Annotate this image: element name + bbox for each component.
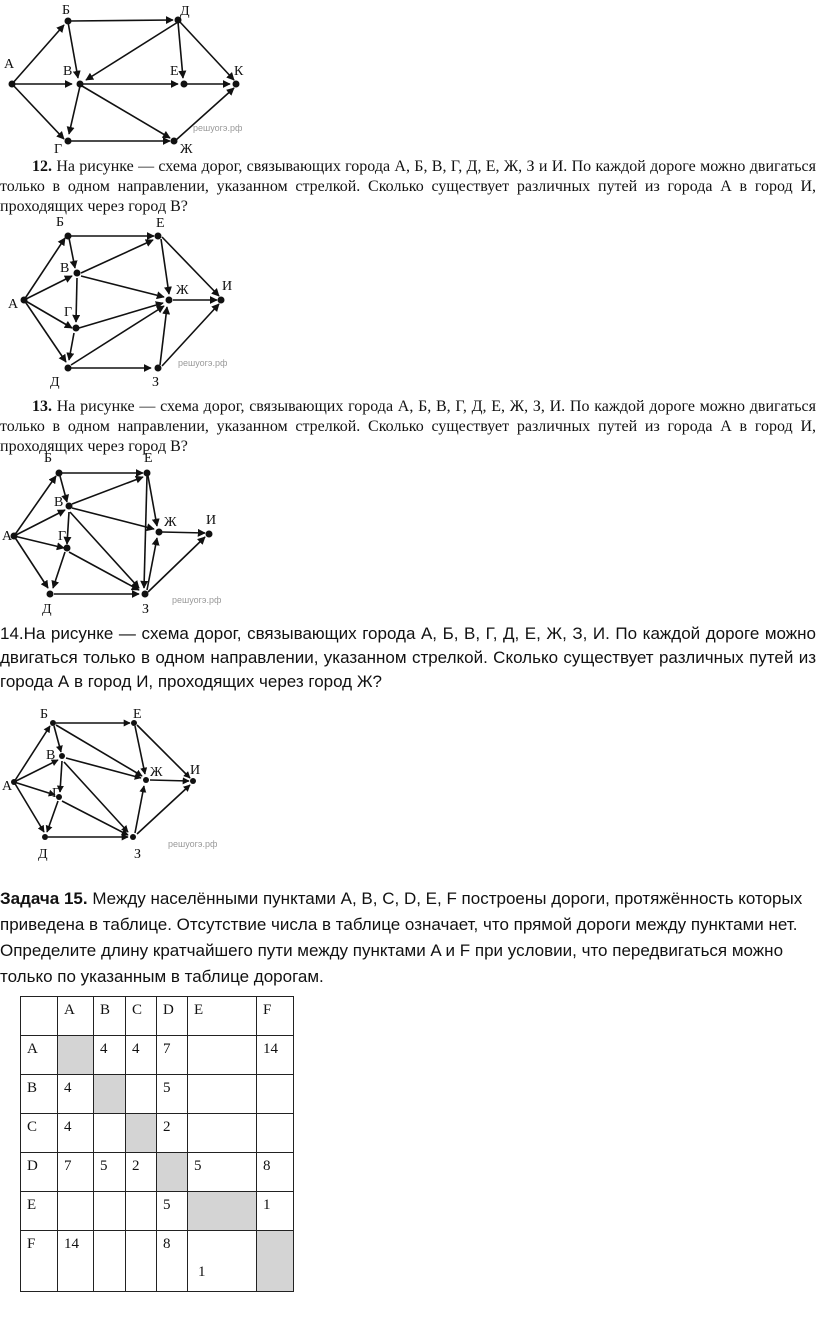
graph-12-edges [24, 236, 219, 368]
label-g: Г [54, 142, 63, 157]
distance-table [20, 996, 294, 1292]
edge-e-z [144, 476, 147, 588]
table-cell: 4 [58, 1114, 94, 1153]
table-cell [58, 1192, 94, 1231]
node-b [65, 233, 72, 240]
table-cell: 1 [257, 1192, 294, 1231]
edge-v-g [76, 278, 77, 322]
node-e [144, 470, 151, 477]
table-cell: 8 [257, 1153, 294, 1192]
table-row [21, 1114, 294, 1153]
edge-g-d [53, 552, 65, 588]
node-zh [171, 138, 178, 145]
edge-v-g [60, 761, 62, 792]
label-a: А [4, 57, 15, 72]
node-e [181, 81, 188, 88]
label-z: З [134, 847, 142, 862]
task-12-number: 12. [32, 158, 52, 175]
edge-b-d [70, 20, 173, 21]
table-cell: E [21, 1192, 58, 1231]
watermark: решуогэ.рф [172, 595, 222, 605]
node-v [74, 270, 81, 277]
edge-v-g [67, 512, 69, 544]
table-cell: 2 [126, 1153, 157, 1192]
edge-a-b [12, 25, 64, 84]
table-row [21, 1231, 294, 1292]
graph-14-diagram [0, 704, 260, 864]
edge-z-i [137, 785, 190, 834]
task-13-number: 13. [32, 398, 52, 415]
table-cell: 7 [58, 1153, 94, 1192]
label-zh: Ж [150, 765, 163, 780]
table-cell-diagonal [188, 1192, 257, 1231]
edge-z-i [148, 537, 205, 592]
table-cell: B [21, 1075, 58, 1114]
node-b [65, 18, 72, 25]
label-a: А [2, 779, 13, 794]
label-v: В [60, 261, 70, 276]
label-d: Д [50, 375, 60, 390]
table-cell-diagonal [157, 1153, 188, 1192]
table-cell [126, 1075, 157, 1114]
edge-v-z [70, 512, 139, 588]
edge-z-zh [135, 786, 144, 833]
edge-z-i [162, 304, 219, 366]
label-b: Б [62, 3, 71, 18]
graph-13-diagram [0, 448, 300, 618]
table-cell [21, 997, 58, 1036]
label-g: Г [58, 529, 67, 544]
node-a [21, 297, 28, 304]
edge-v-g [69, 86, 80, 134]
table-cell: 5 [188, 1153, 257, 1192]
label-k: К [234, 64, 244, 79]
table-cell [126, 1192, 157, 1231]
table-cell-diagonal [126, 1114, 157, 1153]
table-cell-diagonal [58, 1036, 94, 1075]
label-b: Б [56, 215, 65, 230]
table-cell: D [157, 997, 188, 1036]
table-cell: 7 [157, 1036, 188, 1075]
edge-g-z [69, 552, 139, 590]
table-row [21, 1192, 294, 1231]
watermark: решуогэ.рф [193, 123, 243, 133]
edge-v-zh [81, 276, 164, 297]
edge-e-i [162, 237, 219, 296]
node-e [155, 233, 162, 240]
label-g: Г [64, 305, 73, 320]
edge-e-zh [161, 239, 169, 294]
table-cell: 5 [94, 1153, 126, 1192]
table-cell [94, 1231, 126, 1292]
label-d: Д [42, 602, 52, 617]
table-cell: E [188, 997, 257, 1036]
graph-1-diagram [0, 0, 300, 158]
edge-v-zh [72, 508, 154, 529]
label-g: Г [52, 786, 61, 801]
task-15-text [0, 886, 816, 990]
table-cell: 14 [257, 1036, 294, 1075]
edge-zh-i [150, 780, 189, 781]
table-cell: B [94, 997, 126, 1036]
node-i [190, 778, 196, 784]
node-d [42, 834, 48, 840]
label-e: Е [156, 216, 165, 231]
table-cell-diagonal [257, 1231, 294, 1292]
edge-z-zh [160, 307, 167, 365]
node-z [142, 591, 149, 598]
label-i: И [222, 279, 233, 294]
table-cell: C [21, 1114, 58, 1153]
edge-g-d [69, 333, 74, 360]
edge-a-g [12, 84, 64, 139]
node-a [9, 81, 16, 88]
node-g [64, 545, 71, 552]
table-cell: 8 [157, 1231, 188, 1292]
table-cell [94, 1192, 126, 1231]
graph-14-edges [14, 723, 190, 837]
edge-zh-i [162, 532, 205, 533]
node-v [66, 503, 73, 510]
label-z: З [142, 602, 150, 617]
table-cell [188, 1036, 257, 1075]
node-i [206, 531, 213, 538]
label-z: З [152, 375, 160, 390]
table-cell: 4 [58, 1075, 94, 1114]
edge-v-zh [82, 86, 170, 138]
task-12-body: На рисунке — схема дорог, связывающих города А, Б, В, Г, Д, Е, Ж, З и И. По каждой дороге можно двигаться только в одном направлении, указанном стрелкой. Сколько существует различных путей из города А в город И, проходящих через город В? [0, 158, 816, 215]
label-zh: Ж [164, 515, 177, 530]
table-cell [188, 1114, 257, 1153]
table-cell [126, 1231, 157, 1292]
task-14-text: 14.На рисунке — схема дорог, связывающих города А, Б, В, Г, Д, Е, Ж, З, И. По каждой дороге можно двигаться только в одном направлении, указанном стрелкой. Сколько существует различных путей из города А в город И, проходящих через город Ж? [0, 624, 816, 691]
table-row [21, 1075, 294, 1114]
label-zh: Ж [176, 283, 189, 298]
node-i [218, 297, 225, 304]
table-cell [257, 1075, 294, 1114]
label-d: Д [180, 4, 190, 19]
table-cell-diagonal [94, 1075, 126, 1114]
task-12-text [0, 157, 816, 217]
node-v [59, 753, 65, 759]
edge-v-e [72, 477, 143, 504]
table-cell: A [21, 1036, 58, 1075]
label-b: Б [40, 707, 49, 722]
label-i: И [190, 763, 201, 778]
graph-13-edges [14, 473, 205, 594]
table-cell: 5 [157, 1192, 188, 1231]
node-d [47, 591, 54, 598]
watermark: решуогэ.рф [168, 839, 218, 849]
table-cell: 1 [188, 1231, 257, 1292]
edge-g-d [47, 801, 58, 832]
table-cell: D [21, 1153, 58, 1192]
table-cell: 4 [94, 1036, 126, 1075]
table-cell: 2 [157, 1114, 188, 1153]
edge-d-e [178, 22, 183, 78]
edge-d-zh [71, 306, 164, 365]
label-i: И [206, 513, 217, 528]
node-v [77, 81, 84, 88]
edge-v-e [81, 240, 153, 273]
edge-d-k [180, 22, 234, 80]
node-g [73, 325, 80, 332]
node-zh [156, 529, 163, 536]
edge-d-v [86, 22, 178, 80]
node-b [56, 470, 63, 477]
table-header-row [21, 997, 294, 1036]
node-b [50, 720, 56, 726]
label-e: Е [133, 707, 142, 722]
node-k [233, 81, 240, 88]
edge-a-b [24, 238, 65, 300]
table-cell: C [126, 997, 157, 1036]
edge-b-v [69, 238, 75, 268]
node-zh [166, 297, 173, 304]
edge-a-d [14, 536, 48, 588]
label-v: В [54, 495, 64, 510]
task-15-title: Задача 15. [0, 889, 88, 908]
task-15-body: Между населёнными пунктами A, B, C, D, E, F построены дороги, протяжённость которых приведена в таблице. Отсутствие числа в таблице означает, что прямой дороги между пунктами нет. Определите длину кратчайшего пути между пунктами A и F при условии, что передвигаться можно только по указанным в таблице дорогам. [0, 889, 803, 986]
label-v: В [63, 64, 73, 79]
edge-z-zh [147, 538, 157, 590]
table-cell: 4 [126, 1036, 157, 1075]
label-d: Д [38, 847, 48, 862]
table-cell: F [21, 1231, 58, 1292]
node-zh [143, 777, 149, 783]
table-cell [188, 1075, 257, 1114]
node-g [65, 138, 72, 145]
task-13-body: На рисунке — схема дорог, связывающих города А, Б, В, Г, Д, Е, Ж, З, И. По каждой дороге можно двигаться только в одном направлении, указанном стрелкой. Сколько существует различных путей из города А в город И, проходящих через город В? [0, 398, 816, 455]
node-d [65, 365, 72, 372]
label-a: А [8, 297, 19, 312]
node-z [130, 834, 136, 840]
table-cell: 14 [58, 1231, 94, 1292]
label-e: Е [170, 64, 179, 79]
table-cell [257, 1114, 294, 1153]
watermark: решуогэ.рф [178, 358, 228, 368]
table-cell: F [257, 997, 294, 1036]
table-row [21, 1153, 294, 1192]
edge-a-b [14, 476, 56, 536]
edge-e-zh [148, 476, 157, 526]
table-cell: 5 [157, 1075, 188, 1114]
label-a: А [2, 529, 13, 544]
edge-a-d [24, 300, 66, 362]
label-v: В [46, 748, 56, 763]
label-zh: Ж [180, 142, 193, 157]
node-z [155, 365, 162, 372]
table-cell [94, 1114, 126, 1153]
table-cell: A [58, 997, 94, 1036]
table-row [21, 1036, 294, 1075]
label-b: Б [44, 451, 53, 466]
edge-e-zh [135, 726, 145, 774]
graph-12-diagram [0, 212, 300, 390]
label-e: Е [144, 451, 153, 466]
edge-g-z [62, 801, 128, 835]
